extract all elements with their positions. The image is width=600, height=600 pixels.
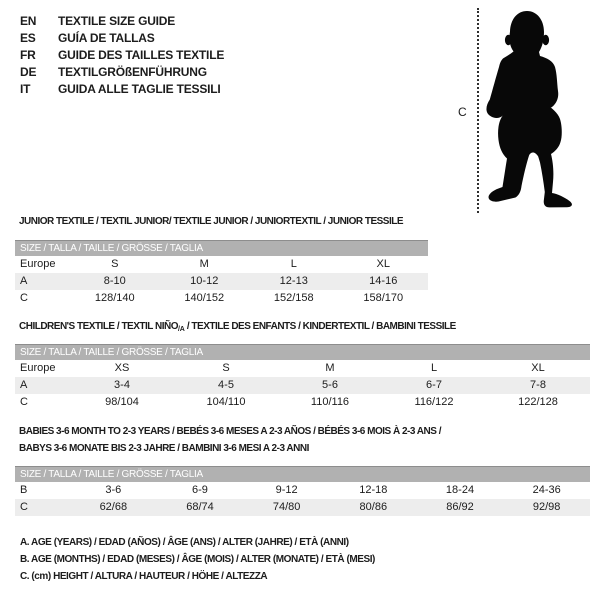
row-label: C (20, 292, 28, 304)
height-cell: 152/158 (273, 292, 314, 304)
row-label: A (20, 275, 28, 287)
size-cell: S (111, 258, 119, 270)
size-cell: XL (376, 258, 390, 270)
height-measure-label: C (458, 105, 467, 119)
height-cell: 74/80 (272, 501, 301, 513)
age-cell: 3-4 (114, 379, 130, 391)
babies-table-title (19, 423, 441, 457)
row-label: C (20, 501, 28, 513)
age-cell: 14-16 (369, 275, 398, 287)
footnote-c: C. (cm) HEIGHT / ALTURA / HAUTEUR / HÖHE / ALTEZZA (20, 571, 268, 582)
age-cell: 6-9 (192, 484, 208, 496)
height-cell: 158/170 (363, 292, 404, 304)
language-code: EN (20, 14, 37, 28)
row-label: A (20, 379, 28, 391)
age-cell: 12-13 (279, 275, 308, 287)
language-label: GUÍA DE TALLAS (58, 31, 155, 45)
size-cell: L (430, 362, 438, 374)
age-cell: 7-8 (530, 379, 546, 391)
language-row-de (20, 64, 224, 81)
age-cell: 8-10 (103, 275, 126, 287)
height-cell: 104/110 (206, 396, 246, 408)
height-cell: 116/122 (414, 396, 454, 408)
language-label: TEXTILE SIZE GUIDE (58, 14, 176, 28)
language-code: IT (20, 82, 31, 96)
age-cell: 18-24 (445, 484, 475, 496)
height-cell: 80/86 (359, 501, 388, 513)
age-cell: 5-6 (322, 379, 338, 391)
table-row-height (15, 394, 590, 411)
row-label: B (20, 484, 28, 496)
junior-table-title: JUNIOR TEXTILE / TEXTIL JUNIOR/ TEXTILE JUNIOR / JUNIORTEXTIL / JUNIOR TESSILE (19, 216, 404, 227)
table-row-europe (15, 360, 590, 377)
babies-title-line2: BABYS 3-6 MONATE BIS 2-3 JAHRE / BAMBINI 3-6 MESI A 2-3 ANNI (19, 443, 309, 454)
junior-size-table (15, 240, 428, 307)
table-row-height (15, 499, 590, 516)
size-cell: L (290, 258, 297, 270)
toddler-silhouette-icon (480, 0, 600, 230)
height-measure-dashed-line (477, 8, 479, 213)
language-label: GUIDA ALLE TAGLIE TESSILI (58, 82, 221, 96)
language-row-it (20, 81, 224, 98)
children-table-title (19, 321, 456, 336)
table-row-europe (15, 256, 428, 273)
age-cell: 10-12 (190, 275, 219, 287)
height-cell: 122/128 (518, 396, 558, 408)
language-label: TEXTILGRÖßENFÜHRUNG (58, 65, 207, 79)
language-row-fr (20, 47, 224, 64)
language-code: ES (20, 31, 36, 45)
height-cell: 92/98 (532, 501, 561, 513)
children-title-rest: / TEXTILE DES ENFANTS / KINDERTEXTIL / BAMBINI TESSILE (184, 321, 456, 332)
language-title-block (20, 13, 224, 98)
size-header-band: SIZE / TALLA / TAILLE / GRÖSSE / TAGLIA (15, 466, 590, 482)
table-row-age (15, 273, 428, 290)
height-cell: 140/152 (184, 292, 225, 304)
size-cell: M (325, 362, 335, 374)
age-cell: 6-7 (426, 379, 442, 391)
row-label: Europe (20, 362, 56, 374)
size-header-band: SIZE / TALLA / TAILLE / GRÖSSE / TAGLIA (15, 344, 590, 360)
age-cell: 24-36 (532, 484, 561, 496)
height-cell: 98/104 (105, 396, 139, 408)
children-title-subscript: /A (177, 326, 185, 333)
babies-size-table (15, 466, 590, 516)
table-row-height (15, 290, 428, 307)
row-label: Europe (20, 258, 56, 270)
size-cell: XS (114, 362, 130, 374)
age-cell: 3-6 (105, 484, 122, 496)
table-row-age-months (15, 482, 590, 499)
size-cell: M (199, 258, 209, 270)
height-cell: 62/68 (99, 501, 128, 513)
language-code: FR (20, 48, 36, 62)
footnote-b: B. AGE (MONTHS) / EDAD (MESES) / ÂGE (MOIS) / ALTER (MONATE) / ETÀ (MESI) (20, 554, 375, 565)
height-cell: 128/140 (94, 292, 135, 304)
size-cell: S (222, 362, 230, 374)
language-row-es (20, 30, 224, 47)
table-row-age (15, 377, 590, 394)
language-row-en (20, 13, 224, 30)
footnotes-block (20, 534, 375, 585)
language-label: GUIDE DES TAILLES TEXTILE (58, 48, 225, 62)
row-label: C (20, 396, 28, 408)
children-title-main: CHILDREN'S TEXTILE / TEXTIL NIÑO (19, 321, 178, 332)
height-cell: 86/92 (446, 501, 474, 513)
size-cell: XL (531, 362, 545, 374)
age-cell: 12-18 (359, 484, 388, 496)
size-header-band: SIZE / TALLA / TAILLE / GRÖSSE / TAGLIA (15, 240, 428, 256)
footnote-a: A. AGE (YEARS) / EDAD (AÑOS) / ÂGE (ANS) / ALTER (JAHRE) / ETÀ (ANNI) (20, 537, 349, 548)
age-cell: 9-12 (275, 484, 298, 496)
language-code: DE (20, 65, 37, 79)
height-cell: 110/116 (310, 396, 350, 408)
children-size-table (15, 344, 590, 411)
babies-title-line1: BABIES 3-6 MONTH TO 2-3 YEARS / BEBÉS 3-6 MESES A 2-3 AÑOS / BÉBÉS 3-6 MOIS À 2-3 ANS / (19, 426, 441, 437)
age-cell: 4-5 (218, 379, 234, 391)
height-cell: 68/74 (186, 501, 214, 513)
